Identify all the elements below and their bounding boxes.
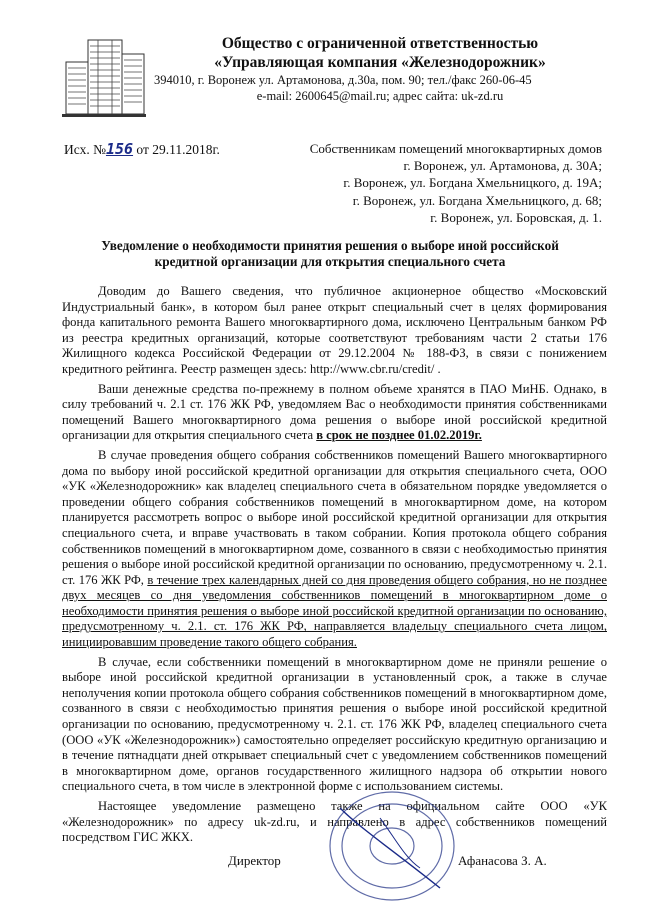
- recipients-block: [302, 140, 602, 226]
- recipient-line: г. Воронеж, ул. Богдана Хмельницкого, д. 68;: [352, 192, 602, 208]
- org-contacts: e-mail: 2600645@mail.ru; адрес сайта: uk-zd.ru: [256, 89, 504, 103]
- paragraph-1: Доводим до Вашего сведения, что публичное акционерное общество «Московский Индустриальный банк», в котором был ранее открыт специальный счет в целях формирования фонда капитального ремонта Вашего многоквартирного дома, исключено Центральным банком РФ из реестра кредитных организаций, которые соответствуют требованиям части 2 статьи 176 Жилищного кодекса Российской Федерации от 29.12.2004 № 188-ФЗ, в связи с понижением кредитного рейтинга. Реестр размещен здесь: http://www.cbr.ru/credit/ .: [62, 284, 607, 376]
- signer-position: Директор: [228, 853, 281, 868]
- signer-name: Афанасова З. А.: [458, 853, 547, 868]
- ref-number: 156: [105, 140, 134, 158]
- org-name-line2: «Управляющая компания «Железнодорожник»: [214, 54, 546, 71]
- org-address: 394010, г. Воронеж ул. Артамонова, д.30а, пом. 90; тел./факс 260-06-45: [154, 73, 532, 87]
- paragraph-2-text: Ваши денежные средства по-прежнему в полном объеме хранятся в ПАО МиНБ. Однако, в силу требований ч. 2.1 ст. 176 ЖК РФ, уведомляем Вас о необходимости принятия собственниками помещений Вашего многоквартирного дома решения о выборе иной российской кредитной организации для открытия специального счета: [62, 381, 607, 443]
- paragraph-4: В случае, если собственники помещений в многоквартирном доме не приняли решение о выборе иной российской кредитной организации в установленный срок, а также в случае неполучения копии протокола общего собрания собственников помещений в многоквартирном доме, созванного в связи с необходимостью принятия решения о выборе иной российской кредитной организации по основанию, предусмотренному ч. 2.1. ст. 176 ЖК РФ, владелец специального счета (ООО «УК «Железнодорожник») самостоятельно определяет российскую кредитную организацию и в течение пятнадцати дней открывает специальный счет с уведомлением собственников помещений в многоквартирном доме, органов государственного жилищного надзора об открытии нового специального счета, в том числе в электронной форме с использованием системы.: [62, 654, 607, 794]
- building-logo: [60, 32, 148, 120]
- deadline-date: в срок не позднее 01.02.2019г.: [316, 428, 482, 443]
- paragraph-2: [62, 382, 607, 444]
- outgoing-ref: [64, 140, 220, 158]
- ref-date: от 29.11.2018г.: [136, 142, 220, 157]
- recipient-line: г. Воронеж, ул. Боровская, д. 1.: [430, 209, 602, 225]
- paragraph-5: Настоящее уведомление размещено также на официальном сайте ООО «УК «Железнодорожник» по адресу uk-zd.ru, и направлено в адрес собственников помещений посредством ГИС ЖКХ.: [62, 799, 607, 845]
- letter-body: [62, 284, 607, 850]
- org-name-line1: Общество с ограниченной ответственностью: [221, 35, 539, 52]
- paragraph-3: [62, 448, 607, 651]
- org-header: [154, 34, 600, 104]
- ref-prefix: Исх. №: [64, 142, 106, 157]
- paragraph-3-text: В случае проведения общего собрания собственников помещений Вашего многоквартирного дома по выбору иной российской кредитной организации для открытия специального счета, ООО «УК «Железнодорожник» как владелец специального счета в обязательном порядке уведомляется о проведении общего собрания собственников помещений в многоквартирном доме, на котором планируется рассмотреть вопрос о выборе иной российской кредитной организации для открытия специального счета, и вправе участвовать в таком собрании. Копия протокола общего собрания собственников помещений в многоквартирном доме, созванного в связи с необходимостью принятия решения о выборе иной российской кредитной организации по основанию, предусмотренному ч. 2.1. ст. 176 ЖК РФ,: [62, 447, 607, 587]
- recipient-line: г. Воронеж, ул. Богдана Хмельницкого, д. 19А;: [343, 175, 602, 191]
- notice-title: Уведомление о необходимости принятия решения о выборе иной российской кредитной организации для открытия специального счета: [101, 238, 559, 269]
- paragraph-3-underlined: в течение трех календарных дней со дня проведения общего собрания, но не позднее двух месяцев со дня уведомления собственников помещений в многоквартирном доме о необходимости принятия решения о выборе иной российской кредитной организации по основанию, предусмотренному ч. 2.1. ст. 176 ЖК РФ, направляется владельцу специального счета лицом, инициировавшим проведение такого общего собрания.: [62, 572, 607, 650]
- company-stamp: [320, 788, 460, 908]
- recipient-line: Собственникам помещений многоквартирных домов: [309, 141, 602, 156]
- recipient-line: г. Воронеж, ул. Артамонова, д. 30А;: [403, 158, 602, 174]
